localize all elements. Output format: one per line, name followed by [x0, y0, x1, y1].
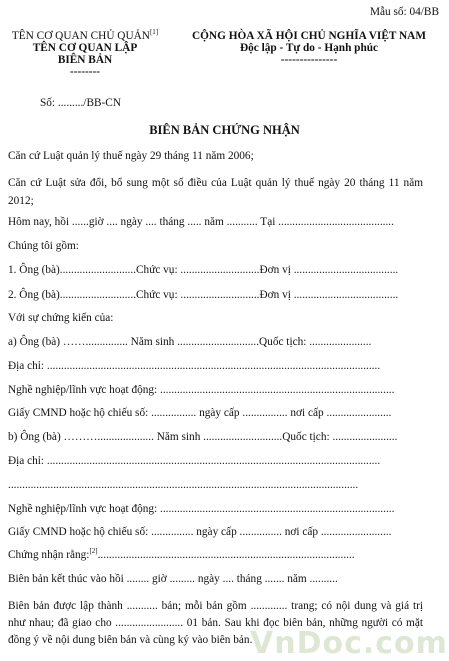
witness-a-address-line: Địa chỉ: ......................................................................................................................	[8, 360, 381, 372]
witness-b-job-line: Nghề nghiệp/lĩnh vực hoạt động: ...................................................................................	[8, 503, 395, 515]
witness-b-address-line-2: ............................................................................................................................	[8, 479, 359, 491]
closing-paragraph: Biên bản được lập thành ........... bản; mỗi bản gồm ............. trang; có nội dung và giá trị như nhau; đã giao cho ........................ 01 bản. Sau khi đọc biên bản, những người có mặt đồng ý về nội dung biên bản và cùng ký vào biên bản.	[8, 600, 423, 646]
form-code: Mẫu số: 04/BB	[369, 6, 439, 18]
agency-parent-text: TÊN CƠ QUAN CHỦ QUẢN	[11, 30, 150, 42]
document-number: Số: ........./BB-CN	[40, 97, 121, 109]
national-block	[178, 30, 440, 66]
meeting-time-line: Hôm nay, hồi ......giờ .... ngày .... tháng ..... năm ........... Tại .........................................	[8, 216, 394, 228]
basis-line-2: Căn cứ Luật sửa đổi, bổ sung một số điều của Luật quản lý thuế ngày 20 tháng 11 năm 2012;	[8, 177, 423, 207]
end-time-line: Biên bản kết thúc vào hồi ........ giờ ......... ngày .... tháng ....... năm ..........	[8, 573, 338, 585]
certify-label: Chứng nhận rằng:	[8, 549, 90, 561]
witness-b-id-line: Giấy CMND hoặc hộ chiếu số: ............... ngày cấp ............... nơi cấp .........................	[8, 526, 392, 538]
basis-line-1: Căn cứ Luật quản lý thuế ngày 29 tháng 11 năm 2006;	[8, 150, 254, 162]
page-title: BIÊN BẢN CHỨNG NHẬN	[149, 123, 300, 137]
witness-b-name-line: b) Ông (bà) ……….................... Năm sinh ............................Quốc tịch: .......................	[8, 431, 398, 443]
agency-divider: --------	[69, 66, 101, 78]
agency-block	[10, 30, 160, 78]
member-2-line: 2. Ông (bà)...........................Chức vụ: ............................Đơn vị .....................................	[8, 289, 399, 301]
certify-dots: ...........................................................................................	[97, 549, 355, 561]
agency-name: TÊN CƠ QUAN LẬP	[32, 42, 138, 54]
footnote-2: [2]	[89, 547, 98, 556]
country-name: CỘNG HÒA XÃ HỘI CHỦ NGHĨA VIỆT NAM	[191, 30, 427, 42]
witness-heading: Với sự chứng kiến của:	[8, 312, 114, 324]
footnote-1: [1]	[149, 28, 159, 37]
witness-a-job-line: Nghề nghiệp/lĩnh vực hoạt động: ...................................................................................	[8, 384, 395, 396]
members-heading: Chúng tôi gồm:	[8, 240, 79, 252]
watermark-logo: VnDoc.com	[250, 626, 448, 661]
member-1-line: 1. Ông (bà)...........................Chức vụ: ............................Đơn vị .....................................	[8, 264, 399, 276]
motto: Độc lập - Tự do - Hạnh phúc	[239, 42, 379, 54]
certify-line	[8, 549, 355, 561]
witness-a-id-line: Giấy CMND hoặc hộ chiếu số: ................ ngày cấp ................ nơi cấp .......................	[8, 407, 392, 419]
witness-b-address-line: Địa chỉ: ......................................................................................................................	[8, 455, 381, 467]
agency-sub: BIÊN BẢN	[57, 54, 113, 66]
agency-parent	[10, 30, 160, 42]
motto-divider: ---------------	[280, 54, 338, 66]
witness-a-name-line: a) Ông (bà) ……............... Năm sinh .............................Quốc tịch: ......................	[8, 336, 372, 348]
